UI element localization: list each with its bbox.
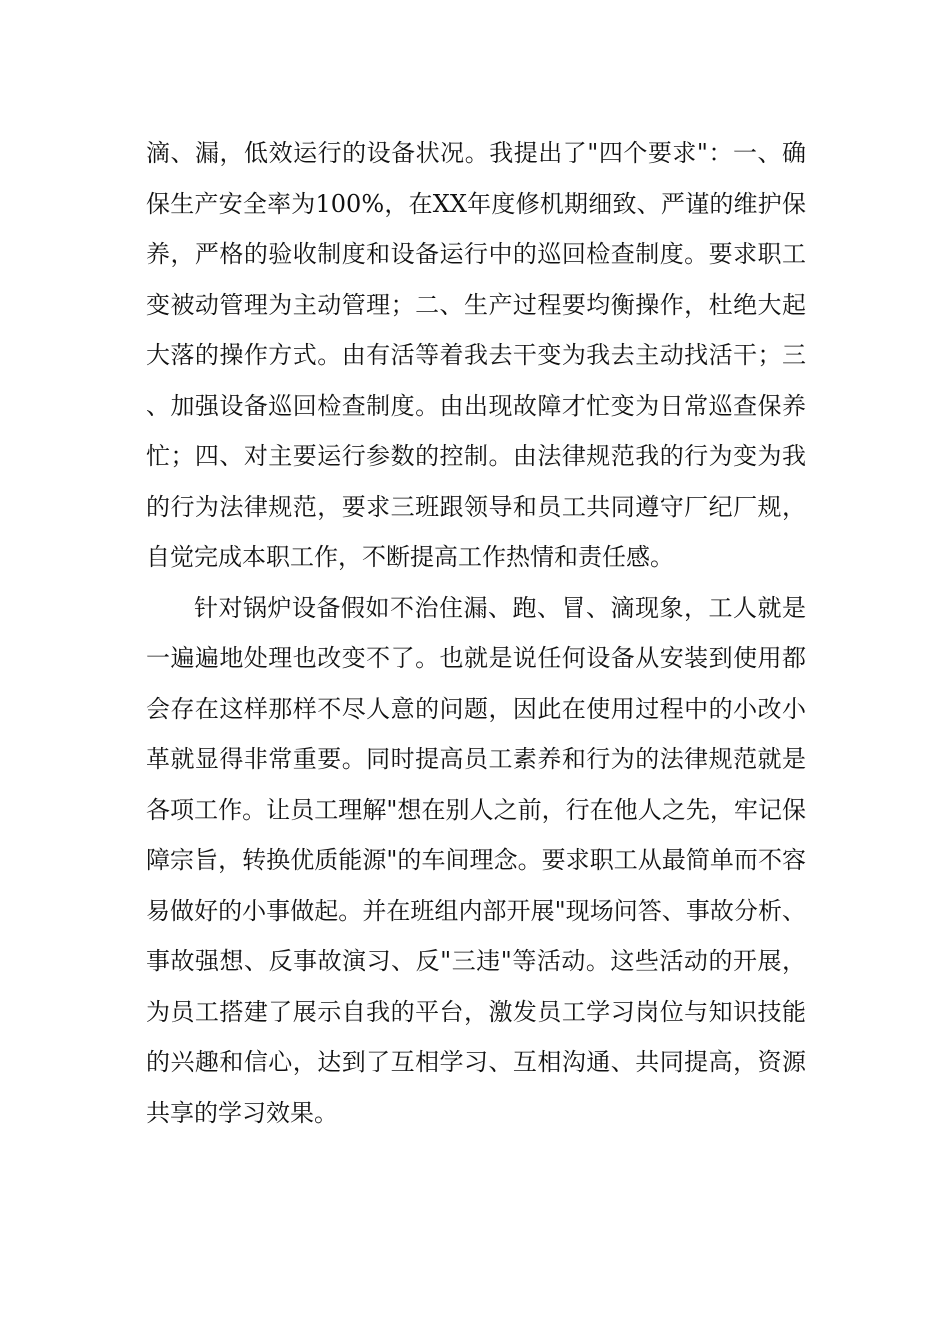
paragraph-requirements: 滴、漏，低效运行的设备状况。我提出了"四个要求"：一、确保生产安全率为100%，在XX年度修机期细致、严谨的维护保养，严格的验收制度和设备运行中的巡回检查制度。要求职工变被动管理为主动管理；二、生产过程要均衡操作，杜绝大起大落的操作方式。由有活等着我去干变为我去主动找活干；三、加强设备巡回检查制度。由出现故障才忙变为日常巡查保养忙；四、对主要运行参数的控制。由法律规范我的行为变为我的行为法律规范，要求三班跟领导和员工共同遵守厂纪厂规，自觉完成本职工作，不断提高工作热情和责任感。 <box>146 139 806 571</box>
document-body <box>146 128 806 1138</box>
paragraph-boiler-equipment: 针对锅炉设备假如不治住漏、跑、冒、滴现象，工人就是一遍遍地处理也改变不了。也就是说任何设备从安装到使用都会存在这样那样不尽人意的问题，因此在使用过程中的小改小革就显得非常重要。同时提高员工素养和行为的法律规范就是各项工作。让员工理解"想在别人之前，行在他人之先，牢记保障宗旨，转换优质能源"的车间理念。要求职工从最简单而不容易做好的小事做起。并在班组内部开展"现场问答、事故分析、事故强想、反事故演习、反"三违"等活动。这些活动的开展，为员工搭建了展示自我的平台，激发员工学习岗位与知识技能的兴趣和信心，达到了互相学习、互相沟通、共同提高，资源共享的学习效果。 <box>146 593 806 1127</box>
